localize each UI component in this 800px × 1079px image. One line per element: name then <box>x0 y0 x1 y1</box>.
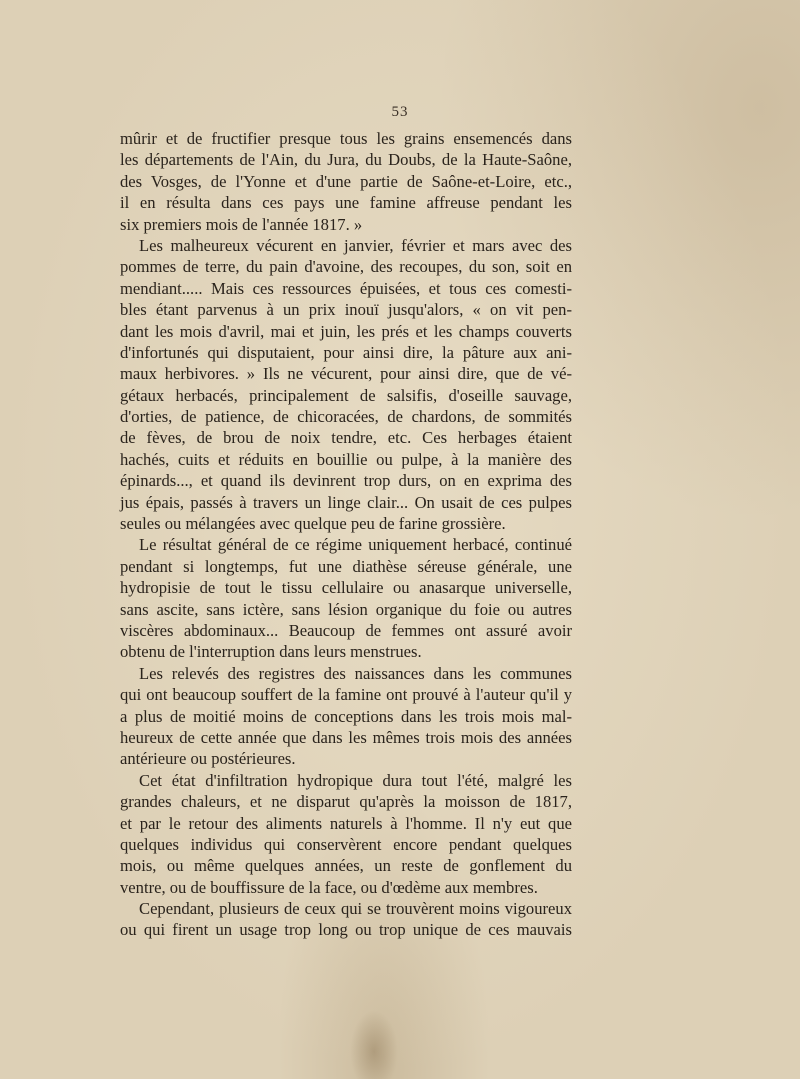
text-line: d'infortunés qui disputaient, pour ainsi dire, la pâture aux ani- <box>120 342 572 362</box>
text-line: Le résultat général de ce régime uniquement herbacé, continué <box>139 535 572 555</box>
text-line: d'orties, de patience, de chicoracées, de chardons, de sommités <box>120 407 572 427</box>
text-line: mûrir et de fructifier presque tous les grains ensemencés dans <box>120 129 572 148</box>
text-line: les départements de l'Ain, du Jura, du Doubs, de la Haute-Saône, <box>120 150 572 170</box>
text-line: viscères abdominaux... Beaucoup de femmes ont assuré avoir <box>120 620 572 640</box>
text-line: il en résulta dans ces pays une famine affreuse pendant les <box>120 193 572 213</box>
text-line: a plus de moitié moins de conceptions dans les trois mois mal- <box>120 706 572 726</box>
text-line: quelques individus qui conservèrent encore pendant quelques <box>120 834 572 854</box>
text-line: antérieure ou postérieures. <box>120 749 296 769</box>
body-text <box>120 128 572 941</box>
text-line: obtenu de l'interruption dans leurs menstrues. <box>120 642 422 662</box>
text-line: bles étant parvenus à un prix inouï jusqu'alors, « on vit pen- <box>120 300 572 320</box>
text-line: Cet état d'infiltration hydropique dura tout l'été, malgré les <box>139 770 572 790</box>
text-line: grandes chaleurs, et ne disparut qu'après la moisson de 1817, <box>120 792 572 812</box>
page-number: 53 <box>391 104 409 120</box>
text-line: Les relevés des registres des naissances dans les communes <box>139 663 572 683</box>
text-line: six premiers mois de l'année 1817. » <box>120 214 363 234</box>
text-line: pendant si longtemps, fut une diathèse séreuse générale, une <box>120 556 572 576</box>
text-line: ventre, ou de bouffissure de la face, ou d'œdème aux membres. <box>120 877 538 897</box>
text-line: hydropisie de tout le tissu cellulaire ou anasarque universelle, <box>120 578 572 598</box>
text-line: de fèves, de brou de noix tendre, etc. Ces herbages étaient <box>120 428 572 448</box>
text-line: pommes de terre, du pain d'avoine, des recoupes, du son, soit en <box>120 257 572 277</box>
text-line: maux herbivores. » Ils ne vécurent, pour ainsi dire, que de vé- <box>120 364 572 384</box>
text-line: qui ont beaucoup souffert de la famine ont prouvé à l'auteur qu'il y <box>120 685 572 705</box>
text-line: gétaux herbacés, principalement de salsifis, d'oseille sauvage, <box>120 385 572 405</box>
text-line: hachés, cuits et réduits en bouillie ou pulpe, à la manière des <box>120 449 572 469</box>
text-line: des Vosges, de l'Yonne et d'une partie de Saône-et-Loire, etc., <box>120 171 572 191</box>
paper-stain <box>350 1010 398 1079</box>
text-line: heureux de cette année que dans les mêmes trois mois des années <box>120 727 572 747</box>
text-line: épinards..., et quand ils devinrent trop durs, on en exprima des <box>120 471 572 491</box>
text-line: jus épais, passés à travers un linge clair... On usait de ces pulpes <box>120 492 572 512</box>
text-line: ou qui firent un usage trop long ou trop unique de ces mauvais <box>120 920 572 940</box>
text-line: seules ou mélangées avec quelque peu de farine grossière. <box>120 514 506 534</box>
text-line: mendiant..... Mais ces ressources épuisées, et tous ces comesti- <box>120 278 572 298</box>
text-line: dant les mois d'avril, mai et juin, les prés et les champs couverts <box>120 321 572 341</box>
text-line: et par le retour des aliments naturels à l'homme. Il n'y eut que <box>120 813 572 833</box>
text-line: Cependant, plusieurs de ceux qui se trouvèrent moins vigoureux <box>139 899 572 919</box>
text-line: Les malheureux vécurent en janvier, février et mars avec des <box>139 235 572 255</box>
text-line: sans ascite, sans ictère, sans lésion organique du foie ou autres <box>120 599 572 619</box>
text-line: mois, ou même quelques années, un reste de gonflement du <box>120 856 572 876</box>
